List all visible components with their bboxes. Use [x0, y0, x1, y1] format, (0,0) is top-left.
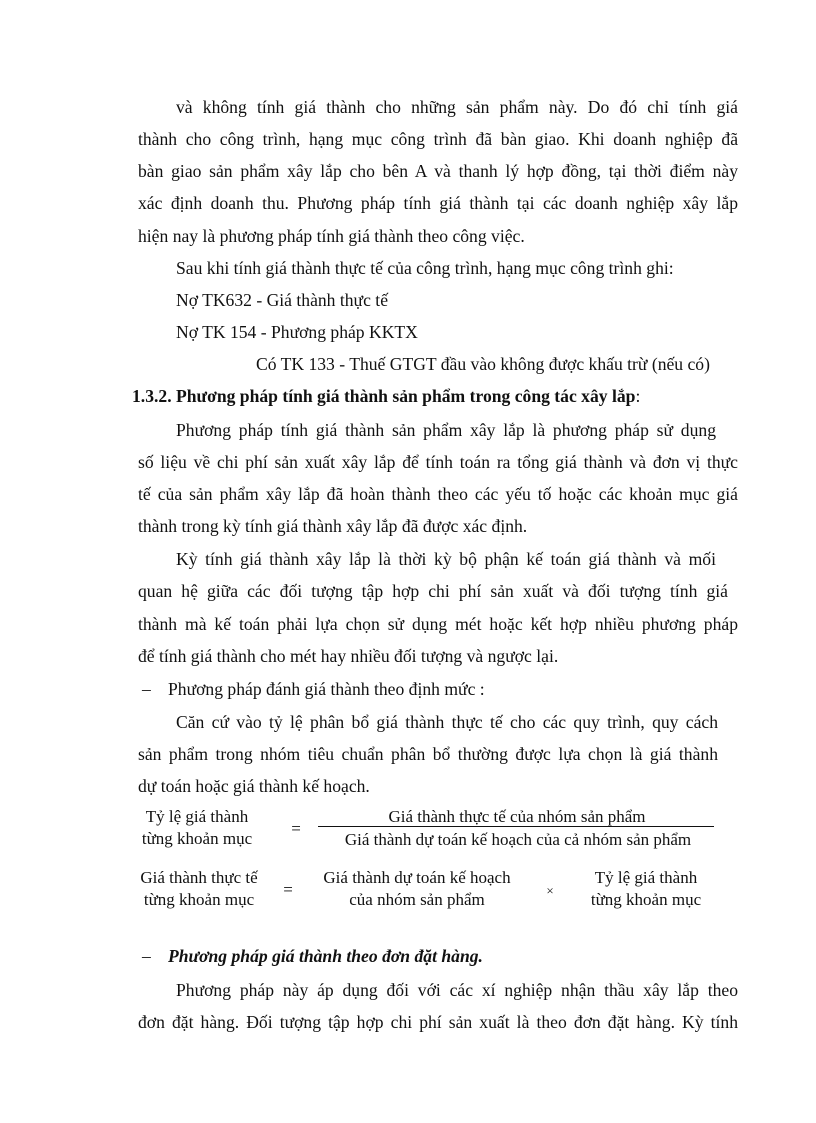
formula-1-numerator: Giá thành thực tế của nhóm sản phẩm	[388, 807, 646, 826]
paragraph-3-line-1: Phương pháp tính giá thành sản phẩm xây lắp là phương pháp sử dụng	[176, 420, 716, 440]
section-heading-1-3-2	[132, 385, 732, 407]
paragraph-1-line-2: thành cho công trình, hạng mục công trình đã bàn giao. Khi doanh nghiệp đã	[138, 129, 738, 149]
formula-2-rhs-line-1: Tỷ lệ giá thành	[594, 868, 698, 887]
formula-2-equals: =	[283, 880, 293, 899]
paragraph-4-line-1: Kỳ tính giá thành xây lắp là thời kỳ bộ phận kế toán giá thành và mối	[176, 549, 716, 569]
bullet-item-order-method: Phương pháp giá thành theo đơn đặt hàng.	[168, 946, 483, 966]
paragraph-1-line-1: và không tính giá thành cho những sản phẩm này. Do đó chỉ tính giá	[176, 97, 738, 117]
journal-entry-debit-632: Nợ TK632 - Giá thành thực tế	[176, 290, 389, 310]
formula-1-fraction-bar	[318, 826, 714, 827]
paragraph-3-line-3: tế của sản phẩm xây lắp đã hoàn thành theo các yếu tố hoặc các khoản mục giá	[138, 484, 738, 504]
formula-1-denominator: Giá thành dự toán kế hoạch của cả nhóm sản phẩm	[344, 830, 692, 849]
paragraph-4-line-2: quan hệ giữa các đối tượng tập hợp chi phí sản xuất và đối tượng tính giá	[138, 581, 728, 601]
paragraph-3-line-4: thành trong kỳ tính giá thành xây lắp đã được xác định.	[138, 516, 528, 536]
paragraph-6-line-2: đơn đặt hàng. Đối tượng tập hợp chi phí sản xuất là theo đơn đặt hàng. Kỳ tính	[138, 1012, 738, 1032]
paragraph-5-line-2: sản phẩm trong nhóm tiêu chuẩn phân bổ thường được lựa chọn là giá thành	[138, 744, 718, 764]
paragraph-1-line-3: bàn giao sản phẩm xây lắp cho bên A và thanh lý hợp đồng, tại thời điểm này	[138, 161, 738, 181]
formula-2-middle-line-2: của nhóm sản phẩm	[349, 890, 485, 909]
journal-entry-credit-133: Có TK 133 - Thuế GTGT đầu vào không được khấu trừ (nếu có)	[256, 354, 710, 374]
bullet-item-norm-method: Phương pháp đánh giá thành theo định mức :	[168, 679, 485, 699]
paragraph-1-line-4: xác định doanh thu. Phương pháp tính giá thành tại các doanh nghiệp xây lắp	[138, 193, 738, 213]
formula-1-equals: =	[291, 819, 301, 838]
bullet-dash-2: –	[142, 946, 151, 966]
formula-2-lhs-line-2: từng khoản mục	[143, 890, 255, 909]
paragraph-5-line-1: Căn cứ vào tỷ lệ phân bổ giá thành thực tế cho các quy trình, quy cách	[176, 712, 718, 732]
paragraph-4-line-3: thành mà kế toán phải lựa chọn sử dụng mét hoặc kết hợp nhiều phương pháp	[138, 614, 738, 634]
paragraph-1-line-5: hiện nay là phương pháp tính giá thành theo công việc.	[138, 226, 525, 246]
section-heading-colon: :	[635, 386, 641, 406]
paragraph-5-line-3: dự toán hoặc giá thành kế hoạch.	[138, 776, 370, 796]
formula-1-lhs-line-1: Tỷ lệ giá thành	[145, 807, 249, 826]
bullet-dash-1: –	[142, 679, 151, 699]
formula-1-lhs-line-2: từng khoản mục	[141, 829, 253, 848]
section-heading-text: 1.3.2. Phương pháp tính giá thành sản phẩm trong công tác xây lắp	[132, 386, 636, 406]
formula-2-middle-line-1: Giá thành dự toán kế hoạch	[323, 868, 511, 887]
paragraph-4-line-4: để tính giá thành cho mét hay nhiều đối tượng và ngược lại.	[138, 646, 559, 666]
paragraph-2: Sau khi tính giá thành thực tế của công trình, hạng mục công trình ghi:	[176, 258, 674, 278]
journal-entry-debit-154: Nợ TK 154 - Phương pháp KKTX	[176, 322, 418, 342]
paragraph-3-line-2: số liệu về chi phí sản xuất xây lắp để tính toán ra tổng giá thành và đơn vị thực	[138, 452, 738, 472]
formula-2-lhs-line-1: Giá thành thực tế	[140, 868, 258, 887]
paragraph-6-line-1: Phương pháp này áp dụng đối với các xí nghiệp nhận thầu xây lắp theo	[176, 980, 738, 1000]
formula-2-times: ×	[546, 883, 554, 898]
formula-2-rhs-line-2: từng khoản mục	[590, 890, 702, 909]
